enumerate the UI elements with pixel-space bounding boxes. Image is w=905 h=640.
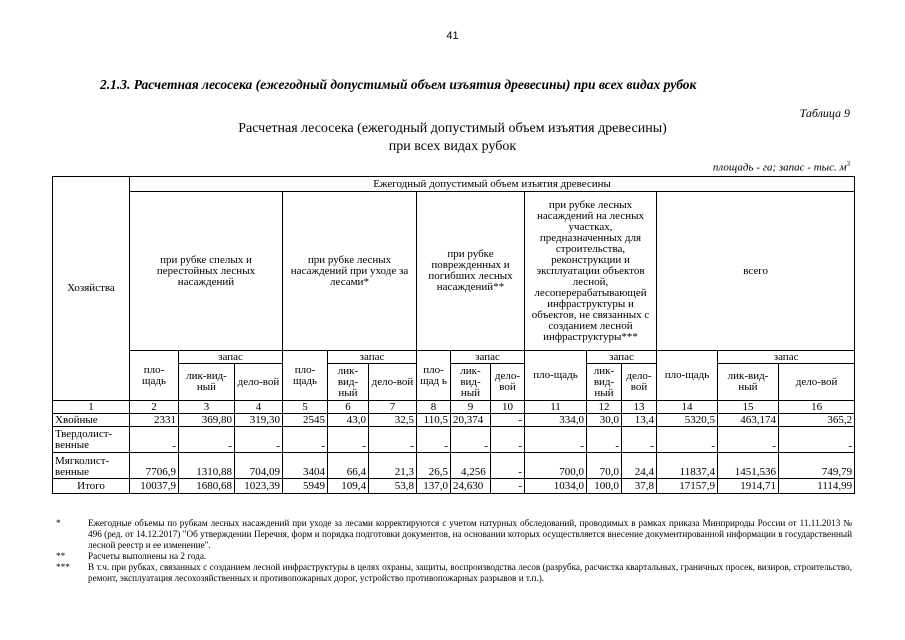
column-number: 10 <box>491 401 525 414</box>
header-stock: запас <box>718 351 855 364</box>
data-cell: 137,0 <box>417 479 451 494</box>
column-number: 1 <box>53 401 130 414</box>
data-cell: 1451,536 <box>718 453 779 479</box>
data-cell: - <box>451 427 491 453</box>
data-cell: 369,80 <box>179 414 235 427</box>
data-cell: 11837,4 <box>657 453 718 479</box>
footnote <box>56 518 852 551</box>
data-cell: 3404 <box>283 453 328 479</box>
footnote-text: Ежегодные объемы по рубкам лесных насаждений при уходе за лесами корректируются с учетом натурных обследований, проводимых в рамках приказа Минприроды России от 11.11.2013 № 496 (ред. от 14.12.2017) "Об утверждении Перечня, форм и порядка подготовки документов, на основании которых осуществляется внесение документированной информации в государственный лесной реестр и ее изменение". <box>88 518 852 550</box>
table-row <box>53 414 855 427</box>
header-business: дело-вой <box>622 364 657 401</box>
data-cell: 13,4 <box>622 414 657 427</box>
header-liquid: лик-вид-ный <box>587 364 622 401</box>
data-cell: 319,30 <box>235 414 283 427</box>
data-cell: 7706,9 <box>130 453 179 479</box>
data-cell: - <box>369 427 417 453</box>
header-area: пло-щадь <box>283 351 328 401</box>
data-cell: - <box>491 453 525 479</box>
column-number: 3 <box>179 401 235 414</box>
data-cell: 365,2 <box>779 414 855 427</box>
data-cell: - <box>283 427 328 453</box>
data-cell: 1914,71 <box>718 479 779 494</box>
column-number: 11 <box>525 401 587 414</box>
header-liquid: лик-вид-ный <box>451 364 491 401</box>
header-stock: запас <box>179 351 283 364</box>
data-cell: 10037,9 <box>130 479 179 494</box>
data-cell: 5949 <box>283 479 328 494</box>
data-cell: - <box>525 427 587 453</box>
column-number: 12 <box>587 401 622 414</box>
table-title-line1: Расчетная лесосека (ежегодный допустимый объем изъятия древесины) <box>238 121 667 136</box>
column-number: 13 <box>622 401 657 414</box>
data-cell: 24,630 <box>451 479 491 494</box>
units-caption <box>713 160 850 174</box>
data-cell: - <box>491 414 525 427</box>
allowable-cut-table <box>52 176 855 494</box>
column-number-row <box>53 401 855 414</box>
data-cell: - <box>417 427 451 453</box>
data-cell: - <box>491 479 525 494</box>
data-cell: - <box>587 427 622 453</box>
footnotes <box>56 518 852 584</box>
header-group-thinning: при рубке лесных насаждений при уходе за лесами* <box>283 192 417 351</box>
footnote-mark: *** <box>56 562 70 572</box>
data-cell: 37,8 <box>622 479 657 494</box>
header-group-total: всего <box>657 192 855 351</box>
data-cell: 66,4 <box>328 453 369 479</box>
data-cell: 749,79 <box>779 453 855 479</box>
section-title: 2.1.3. Расчетная лесосека (ежегодный допустимый объем изъятия древесины) при всех видах рубок <box>100 77 697 92</box>
data-cell: 5320,5 <box>657 414 718 427</box>
table-title-line2: при всех видах рубок <box>388 139 517 154</box>
units-sup: 3 <box>846 160 850 168</box>
header-group-damaged: при рубке поврежденных и погибших лесных насаждений** <box>417 192 525 351</box>
header-business: дело-вой <box>369 364 417 401</box>
data-cell: 2545 <box>283 414 328 427</box>
row-name: Итого <box>53 479 130 494</box>
data-cell: 100,0 <box>587 479 622 494</box>
data-cell: 26,5 <box>417 453 451 479</box>
row-name: Хвойные <box>53 414 130 427</box>
row-name: Твердолист-венные <box>53 427 130 453</box>
table-row <box>53 453 855 479</box>
header-group-mature: при рубке спелых и перестойных лесных насаждений <box>130 192 283 351</box>
footnote-mark: * <box>56 518 61 528</box>
header-allowed-volume: Ежегодный допустимый объем изъятия древесины <box>130 177 855 192</box>
column-number: 6 <box>328 401 369 414</box>
header-stock: запас <box>587 351 657 364</box>
header-liquid: лик-вид-ный <box>179 364 235 401</box>
data-cell: 32,5 <box>369 414 417 427</box>
header-business: дело-вой <box>491 364 525 401</box>
data-cell: 70,0 <box>587 453 622 479</box>
column-number: 16 <box>779 401 855 414</box>
data-cell: 21,3 <box>369 453 417 479</box>
table-row-total <box>53 479 855 494</box>
footnote <box>56 562 852 584</box>
column-number: 9 <box>451 401 491 414</box>
header-business: дело-вой <box>235 364 283 401</box>
data-cell: - <box>622 427 657 453</box>
header-area: пло-щадь <box>130 351 179 401</box>
data-cell: 43,0 <box>328 414 369 427</box>
header-area: пло-щад ь <box>417 351 451 401</box>
data-cell: - <box>779 427 855 453</box>
data-cell: 1034,0 <box>525 479 587 494</box>
table-row <box>53 427 855 453</box>
data-cell: 17157,9 <box>657 479 718 494</box>
data-cell: 1680,68 <box>179 479 235 494</box>
footnote-text: Расчеты выполнены на 2 года. <box>88 551 207 561</box>
header-liquid: лик-вид-ный <box>328 364 369 401</box>
footnote-mark: ** <box>56 551 66 561</box>
column-number: 14 <box>657 401 718 414</box>
data-cell: 1310,88 <box>179 453 235 479</box>
column-number: 8 <box>417 401 451 414</box>
header-business: дело-вой <box>779 364 855 401</box>
data-cell: 1114,99 <box>779 479 855 494</box>
column-number: 5 <box>283 401 328 414</box>
column-number: 7 <box>369 401 417 414</box>
data-cell: - <box>328 427 369 453</box>
data-cell: 4,256 <box>451 453 491 479</box>
column-number: 15 <box>718 401 779 414</box>
page-number: 41 <box>446 30 459 42</box>
row-name: Мягколист-венные <box>53 453 130 479</box>
data-cell: 704,09 <box>235 453 283 479</box>
column-number: 4 <box>235 401 283 414</box>
footnote-text: В т.ч. при рубках, связанных с созданием лесной инфраструктуры в целях охраны, защиты, воспроизводства лесов (разрубка, расчистка квартальных, граничных просек, визиров, строительство, ремонт, эксплуатация лесохозяйственных и противопожарных дорог, устройство противопожарных разрывов и т.п.). <box>88 562 852 583</box>
header-group-infrastructure: при рубке лесных насаждений на лесных участках, предназначенных для строительства, реконструкции и эксплуатации объектов лесной, лесоперерабатывающей инфраструктуры и объектов, не связанных с созданием лесной инфраструктуры*** <box>525 192 657 351</box>
data-cell: - <box>235 427 283 453</box>
header-area: пло-щадь <box>525 351 587 401</box>
data-cell: 334,0 <box>525 414 587 427</box>
column-number: 2 <box>130 401 179 414</box>
data-cell: - <box>718 427 779 453</box>
data-cell: 30,0 <box>587 414 622 427</box>
header-farm: Хозяйства <box>53 177 130 401</box>
header-stock: запас <box>451 351 525 364</box>
data-cell: 20,374 <box>451 414 491 427</box>
data-cell: 53,8 <box>369 479 417 494</box>
table-label: Таблица 9 <box>799 106 850 120</box>
data-cell: 109,4 <box>328 479 369 494</box>
data-cell: - <box>657 427 718 453</box>
data-cell: - <box>491 427 525 453</box>
data-cell: - <box>179 427 235 453</box>
data-cell: - <box>130 427 179 453</box>
header-stock: запас <box>328 351 417 364</box>
header-area: пло-щадь <box>657 351 718 401</box>
footnote <box>56 551 852 562</box>
data-cell: 24,4 <box>622 453 657 479</box>
data-cell: 700,0 <box>525 453 587 479</box>
data-cell: 110,5 <box>417 414 451 427</box>
data-cell: 463,174 <box>718 414 779 427</box>
units-text: площадь - га; запас - тыс. м <box>712 161 847 174</box>
data-cell: 2331 <box>130 414 179 427</box>
header-liquid: лик-вид-ный <box>718 364 779 401</box>
data-cell: 1023,39 <box>235 479 283 494</box>
